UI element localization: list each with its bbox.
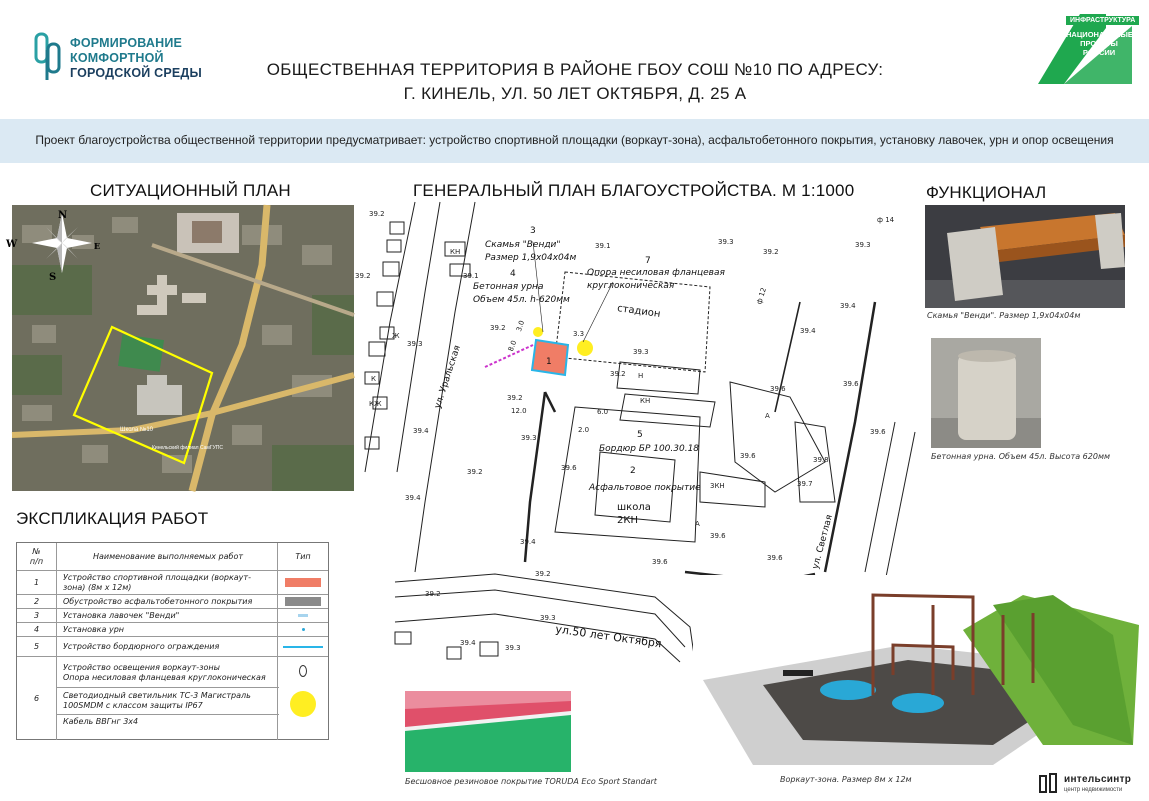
urn-image — [931, 338, 1041, 448]
table-row — [17, 609, 328, 623]
kzh-label: КЖ — [369, 400, 382, 408]
school-sub-label: 2КН — [617, 515, 638, 526]
elevation: 39.2 — [763, 248, 779, 256]
callout-bench-size: Размер 1,9х04х04м — [485, 253, 577, 263]
callout-3-num: 3 — [530, 226, 536, 236]
row-name: Обустройство асфальтобетонного покрытия — [63, 596, 253, 606]
elevation: 39.6 — [767, 554, 783, 562]
elevation: 39.4 — [800, 327, 816, 335]
callout-curb: Бордюр БР 100.30.18 — [599, 444, 700, 454]
title-line-1: ОБЩЕСТВЕННАЯ ТЕРРИТОРИЯ В РАЙОНЕ ГБОУ СОШ №10 ПО АДРЕСУ: — [266, 60, 884, 79]
callout-4-num: 4 — [510, 269, 516, 279]
table-row — [17, 595, 328, 609]
functional-title: ФУНКЦИОНАЛ — [926, 183, 1047, 202]
bench-caption: Скамья "Венди". Размер 1,9х04х04м — [927, 311, 1081, 320]
compass-s: S — [49, 272, 57, 283]
phi12-label: ф 12 — [755, 286, 769, 306]
elevation: 39.6 — [561, 464, 577, 472]
urn-caption: Бетонная урна. Объем 45л. Высота 620мм — [931, 452, 1111, 461]
row-num: 4 — [17, 623, 57, 636]
elevation: 39.3 — [855, 241, 871, 249]
explication-title: ЭКСПЛИКАЦИЯ РАБОТ — [16, 509, 209, 528]
urn-swatch — [302, 628, 305, 631]
header-num-sub: п/п — [29, 556, 44, 566]
footer-logo-sub: центр недвижимости — [1064, 787, 1123, 793]
dim-33: 3.3 — [573, 330, 585, 338]
elevation: 39.2 — [507, 394, 523, 402]
row-name: Установка лавочек "Венди" — [63, 610, 180, 620]
street-oktyabrya: ул.50 лет Октября — [554, 622, 663, 651]
row-num: 5 — [17, 637, 57, 656]
elevation: 39.1 — [463, 272, 479, 280]
elevation: 39.4 — [840, 302, 856, 310]
street-uralskaya: ул. Уральская — [433, 344, 463, 410]
zone-number-1: 1 — [546, 357, 552, 367]
stadium-label: стадион — [616, 303, 662, 320]
logo-comfort-city — [34, 28, 214, 88]
elevation: 39.3 — [505, 644, 521, 652]
elevation: 39.2 — [490, 324, 506, 332]
kn3-label: 3КН — [710, 482, 725, 490]
row-name: Установка урн — [63, 624, 124, 634]
zh-label: Ж — [392, 332, 400, 340]
dim-2: 2.0 — [578, 426, 590, 434]
page-title — [230, 58, 920, 106]
satellite-image — [6, 205, 354, 491]
footer-logo-text: интельсинтр — [1064, 774, 1132, 785]
row-type — [277, 623, 328, 636]
callout-bench-title: Скамья "Венди" — [485, 240, 561, 250]
row-name-b: Опора несиловая фланцевая круглоконическая — [63, 673, 266, 682]
row-type — [277, 595, 328, 608]
row-num: 6 — [17, 657, 57, 740]
n-label: Н — [638, 372, 644, 380]
workout-caption: Воркаут-зона. Размер 8м х 12м — [780, 775, 912, 784]
elevation: 39.6 — [843, 380, 859, 388]
elevation: 39.2 — [467, 468, 483, 476]
callout-asphalt: Асфальтовое покрытие — [589, 483, 701, 493]
row-name — [63, 657, 273, 740]
kn-label: КН — [640, 397, 651, 405]
elevation: 39.4 — [405, 494, 421, 502]
row-name: Устройство бордюрного ограждения — [63, 641, 220, 651]
callout-urn-size: Объем 45л. h-620мм — [473, 295, 570, 305]
asphalt-swatch — [285, 597, 321, 606]
row-type — [277, 657, 328, 740]
row-name-d: Кабель ВВГнг 3х4 — [63, 717, 139, 726]
elevation: 39.7 — [797, 480, 813, 488]
callout-7-num: 7 — [645, 256, 651, 266]
phi-label: ф 14 — [877, 216, 895, 224]
pole-symbol-icon — [299, 665, 307, 677]
a-label: А — [695, 520, 700, 528]
elevation: 39.2 — [535, 570, 551, 578]
row-name-c: Светодиодный светильник ТС-3 Магистраль 100SMDM с классом защиты IP67 — [63, 691, 251, 710]
elevation: 39.2 — [369, 210, 385, 218]
np-line-2: ПРОЕКТЫ — [1080, 39, 1118, 48]
compass-w: W — [6, 239, 18, 250]
elevation: 39.6 — [870, 428, 886, 436]
dim-3: 3.0 — [515, 319, 527, 333]
masterplan-title: ГЕНЕРАЛЬНЫЙ ПЛАН БЛАГОУСТРОЙСТВА. М 1:1000 — [413, 181, 855, 200]
bench-image — [925, 205, 1125, 308]
table-row — [17, 637, 328, 657]
logo-line-2: КОМФОРТНОЙ — [70, 51, 164, 65]
logo-national-projects — [1036, 12, 1136, 86]
logo-line-1: ФОРМИРОВАНИЕ — [70, 36, 183, 50]
elevation: 39.3 — [718, 238, 734, 246]
school-label: Школа №10 — [120, 427, 154, 433]
callout-pole-line2: круглоконическая — [587, 281, 675, 291]
compass-n: N — [58, 210, 68, 221]
elevation: 39.6 — [710, 532, 726, 540]
university-label: Кинельский филиал СамГУПС — [152, 445, 223, 451]
callout-urn-title: Бетонная урна — [473, 282, 544, 292]
border-swatch — [283, 646, 323, 648]
elevation: 39.3 — [633, 348, 649, 356]
dim-6: 6.0 — [597, 408, 609, 416]
comfort-city-logo-icon — [34, 30, 62, 82]
elevation: 39.2 — [355, 272, 371, 280]
rubber-caption: Бесшовное резиновое покрытие TORUDA Eco Sport Standart — [405, 777, 657, 786]
table-row — [17, 657, 328, 740]
table-header-row — [17, 543, 328, 571]
urn-photo — [931, 338, 1041, 448]
elevation: 39.1 — [595, 242, 611, 250]
row-type — [277, 609, 328, 622]
dim-8: 8.0 — [506, 339, 519, 353]
logo-line-3: ГОРОДСКОЙ СРЕДЫ — [70, 66, 202, 80]
elevation: 39.3 — [407, 340, 423, 348]
elevation: 39.2 — [610, 370, 626, 378]
bench-photo — [925, 205, 1125, 308]
elevation: 39.4 — [460, 639, 476, 647]
k-label: К — [371, 375, 376, 383]
header-name: Наименование выполняемых работ — [92, 551, 244, 561]
np-line-3: РОССИИ — [1082, 48, 1116, 57]
elevation: 39.6 — [652, 558, 668, 566]
a-label: А — [765, 412, 770, 420]
elevation: 39.4 — [413, 427, 429, 435]
bench-swatch — [298, 614, 308, 617]
situation-satellite-map — [6, 205, 354, 491]
street-svetlaya: ул. Светлая — [810, 513, 835, 571]
elevation: 39.3 — [521, 434, 537, 442]
row-name-a: Устройство освещения воркаут-зоны — [63, 663, 220, 672]
row-type — [277, 571, 328, 594]
elevation: 39.6 — [740, 452, 756, 460]
row-num: 3 — [17, 609, 57, 622]
building-logo-icon — [1038, 772, 1060, 794]
row-name: Устройство спортивной площадки (воркаут-зона) (8м х 12м) — [63, 572, 251, 592]
situation-plan-title: СИТУАЦИОННЫЙ ПЛАН — [90, 181, 291, 200]
row-type — [277, 637, 328, 656]
kn-label: КН — [450, 248, 461, 256]
project-description: Проект благоустройства общественной территории предусматривает: устройство спортивной площадки (воркаут-зона), асфальтобетонного покрытия, установку лавочек, урн и опор освещения — [35, 133, 1114, 147]
footer-logo — [1038, 772, 1144, 798]
row-num: 2 — [17, 595, 57, 608]
header-num: № — [32, 546, 41, 556]
callout-2-num: 2 — [630, 466, 636, 476]
elevation: 39.3 — [540, 614, 556, 622]
elevation: 39.8 — [813, 456, 829, 464]
workout-zone-render — [693, 575, 1139, 765]
elevation: 39.6 — [770, 385, 786, 393]
callout-5-num: 5 — [637, 430, 643, 440]
callout-pole-line1: Опора несиловая фланцевая — [587, 268, 725, 278]
table-row — [17, 571, 328, 595]
elevation: 39.2 — [425, 590, 441, 598]
logo-tag: ИНФРАСТРУКТУРА — [1066, 16, 1139, 25]
school-label-plan: школа — [617, 502, 651, 513]
title-line-2: Г. КИНЕЛЬ, УЛ. 50 ЛЕТ ОКТЯБРЯ, Д. 25 А — [403, 84, 747, 103]
zone-swatch — [285, 578, 321, 587]
header-type: Тип — [277, 543, 328, 570]
light-swatch — [290, 691, 316, 717]
np-line-1: НАЦИОНАЛЬНЫЕ — [1066, 30, 1133, 39]
elevation: 39.4 — [520, 538, 536, 546]
explication-table — [16, 542, 329, 740]
row-num: 1 — [17, 571, 57, 594]
table-row — [17, 623, 328, 637]
rubber-coating-photo — [405, 691, 571, 772]
dim-12: 12.0 — [511, 407, 527, 415]
workout-render-image — [693, 575, 1139, 765]
compass-e: E — [94, 241, 101, 251]
rubber-coating-image — [405, 691, 571, 772]
